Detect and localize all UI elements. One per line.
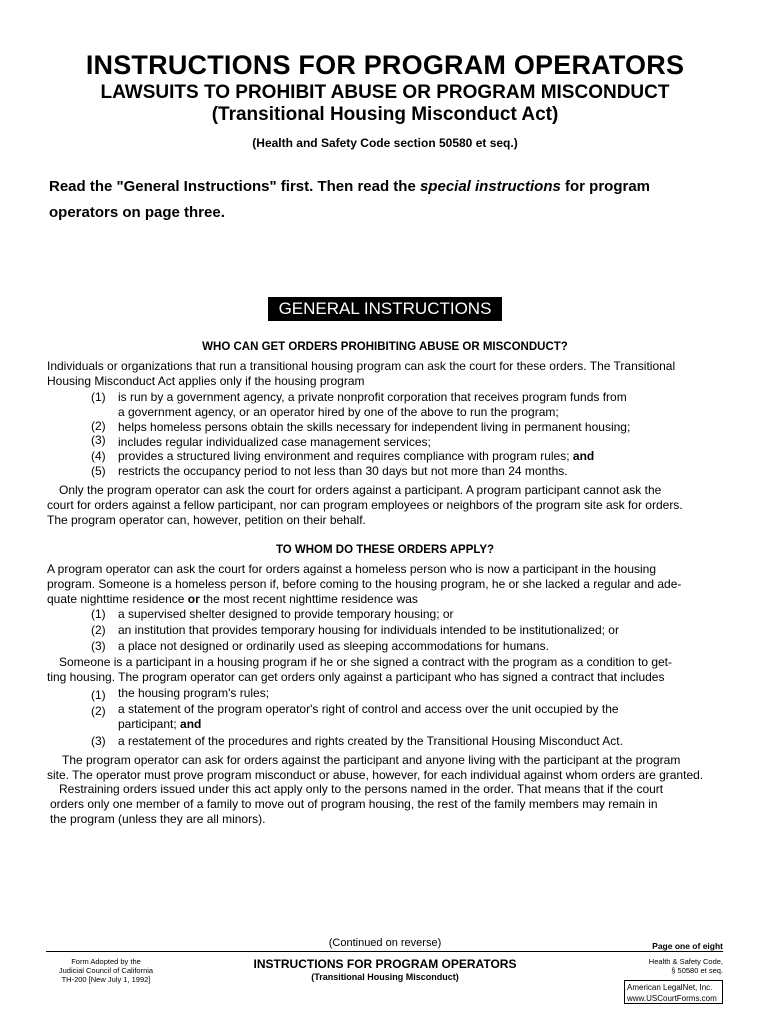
list-number: (5) [91,464,106,478]
paragraph-line: orders only one member of a family to move out of program housing, the rest of the family members may remain in [50,797,658,811]
paragraph-line: Only the program operator can ask the court for orders against a participant. A program participant cannot ask the [59,483,662,497]
list-number: (3) [91,734,106,748]
list-number: (2) [91,704,106,718]
list-item: restricts the occupancy period to not less than 30 days but not more than 24 months. [118,464,568,478]
footer-title: INSTRUCTIONS FOR PROGRAM OPERATORS [253,957,517,971]
list-item: includes regular individualized case management services; [118,435,431,449]
footer-subtitle: (Transitional Housing Misconduct) [311,972,459,982]
list-number: (3) [91,433,106,447]
list-item: a place not designed or ordinarily used as sleeping accommodations for humans. [118,639,549,653]
list-item [118,449,594,464]
paragraph-line: the program (unless they are all minors). [50,812,266,826]
page-subtitle: LAWSUITS TO PROHIBIT ABUSE OR PROGRAM MISCONDUCT [100,82,670,103]
paragraph-line: A program operator can ask the court for orders against a homeless person who is now a participant in the housing [47,562,657,576]
list-number: (4) [91,449,106,463]
paragraph-line: program. Someone is a homeless person if, before coming to the housing program, he or she lacked a regular and ade- [47,577,682,591]
page-number: Page one of eight [652,941,723,951]
list-item-text: provides a structured living environment and requires compliance with program rules; [118,449,573,463]
list-number: (1) [91,688,106,702]
list-number: (1) [91,390,106,404]
paragraph-line: site. The operator must prove program misconduct or abuse, however, for each individual against whom orders are granted. [47,768,704,782]
read-first-text-2: for program [560,178,651,195]
continued-note: (Continued on reverse) [328,937,442,949]
list-item-bold: and [572,449,595,463]
read-first-notice [49,174,729,226]
footer-divider [46,951,723,952]
page-title: INSTRUCTIONS FOR PROGRAM OPERATORS [85,50,685,80]
list-item: an institution that provides temporary housing for individuals intended to be institutionalized; or [118,623,619,637]
list-item: a restatement of the procedures and rights created by the Transitional Housing Misconduct Act. [118,734,623,748]
section-heading-who: WHO CAN GET ORDERS PROHIBITING ABUSE OR MISCONDUCT? [202,341,568,353]
read-first-line-2: operators on page three. [49,204,225,221]
list-number: (2) [91,623,106,637]
paragraph-line: Individuals or organizations that run a transitional housing program can ask the court for these orders. The Transitional [47,359,676,373]
list-item: a statement of the program operator's right of control and access over the unit occupied by the [118,702,619,716]
publisher-url[interactable]: www.USCourtForms.com [627,994,717,1003]
publisher-name: American LegalNet, Inc. [627,983,713,992]
list-item-continued: a government agency, or an operator hired by one of the above to run the program; [118,405,559,419]
general-instructions-banner: GENERAL INSTRUCTIONS [268,297,502,321]
paragraph-line: Restraining orders issued under this act apply only to the persons named in the order. That means that if the court [59,782,664,796]
act-name: (Transitional Housing Misconduct Act) [211,104,559,125]
paragraph-line: ting housing. The program operator can get orders only against a participant who has signed a contract that includes [47,670,665,684]
read-first-text: Read the "General Instructions" first. Then read the [49,178,420,195]
list-item-bold: and [180,717,202,731]
statute-reference: (Health and Safety Code section 50580 et seq.) [252,136,518,150]
code-reference-line-2: § 50580 et seq. [671,966,723,975]
form-adopted-line-1: Form Adopted by the [71,957,141,966]
form-adopted-line-2: Judicial Council of California [58,966,154,975]
paragraph-line: Someone is a participant in a housing program if he or she signed a contract with the program as a condition to get- [59,655,673,669]
list-item-text: participant; [118,717,181,731]
list-item-continued [118,717,201,732]
list-item: the housing program's rules; [118,686,270,700]
list-number: (2) [91,419,106,433]
publisher-box [624,980,723,1004]
list-number: (1) [91,607,106,621]
paragraph-line: court for orders against a fellow participant, nor can program employees or neighbors of the program site ask for orders. [47,498,683,512]
paragraph-line: The program operator can ask for orders against the participant and anyone living with the participant at the program [62,753,681,767]
paragraph-line [47,592,418,607]
paragraph-line: The program operator can, however, petition on their behalf. [47,513,366,527]
code-reference-line-1: Health & Safety Code, [648,957,723,966]
read-first-emphasis: special instructions [419,178,561,195]
list-item: a supervised shelter designed to provide temporary housing; or [118,607,454,621]
list-item: is run by a government agency, a private nonprofit corporation that receives program funds from [118,390,627,404]
paragraph-line: Housing Misconduct Act applies only if the housing program [47,374,365,388]
list-item: helps homeless persons obtain the skills necessary for independent living in permanent housing; [118,420,631,434]
paragraph-text: the most recent nighttime residence was [199,592,418,606]
section-heading-whom: TO WHOM DO THESE ORDERS APPLY? [275,544,495,556]
form-number: TH-200 [New July 1, 1992] [61,975,151,984]
paragraph-text: quate nighttime residence [47,592,188,606]
list-number: (3) [91,639,106,653]
paragraph-bold: or [187,592,200,606]
